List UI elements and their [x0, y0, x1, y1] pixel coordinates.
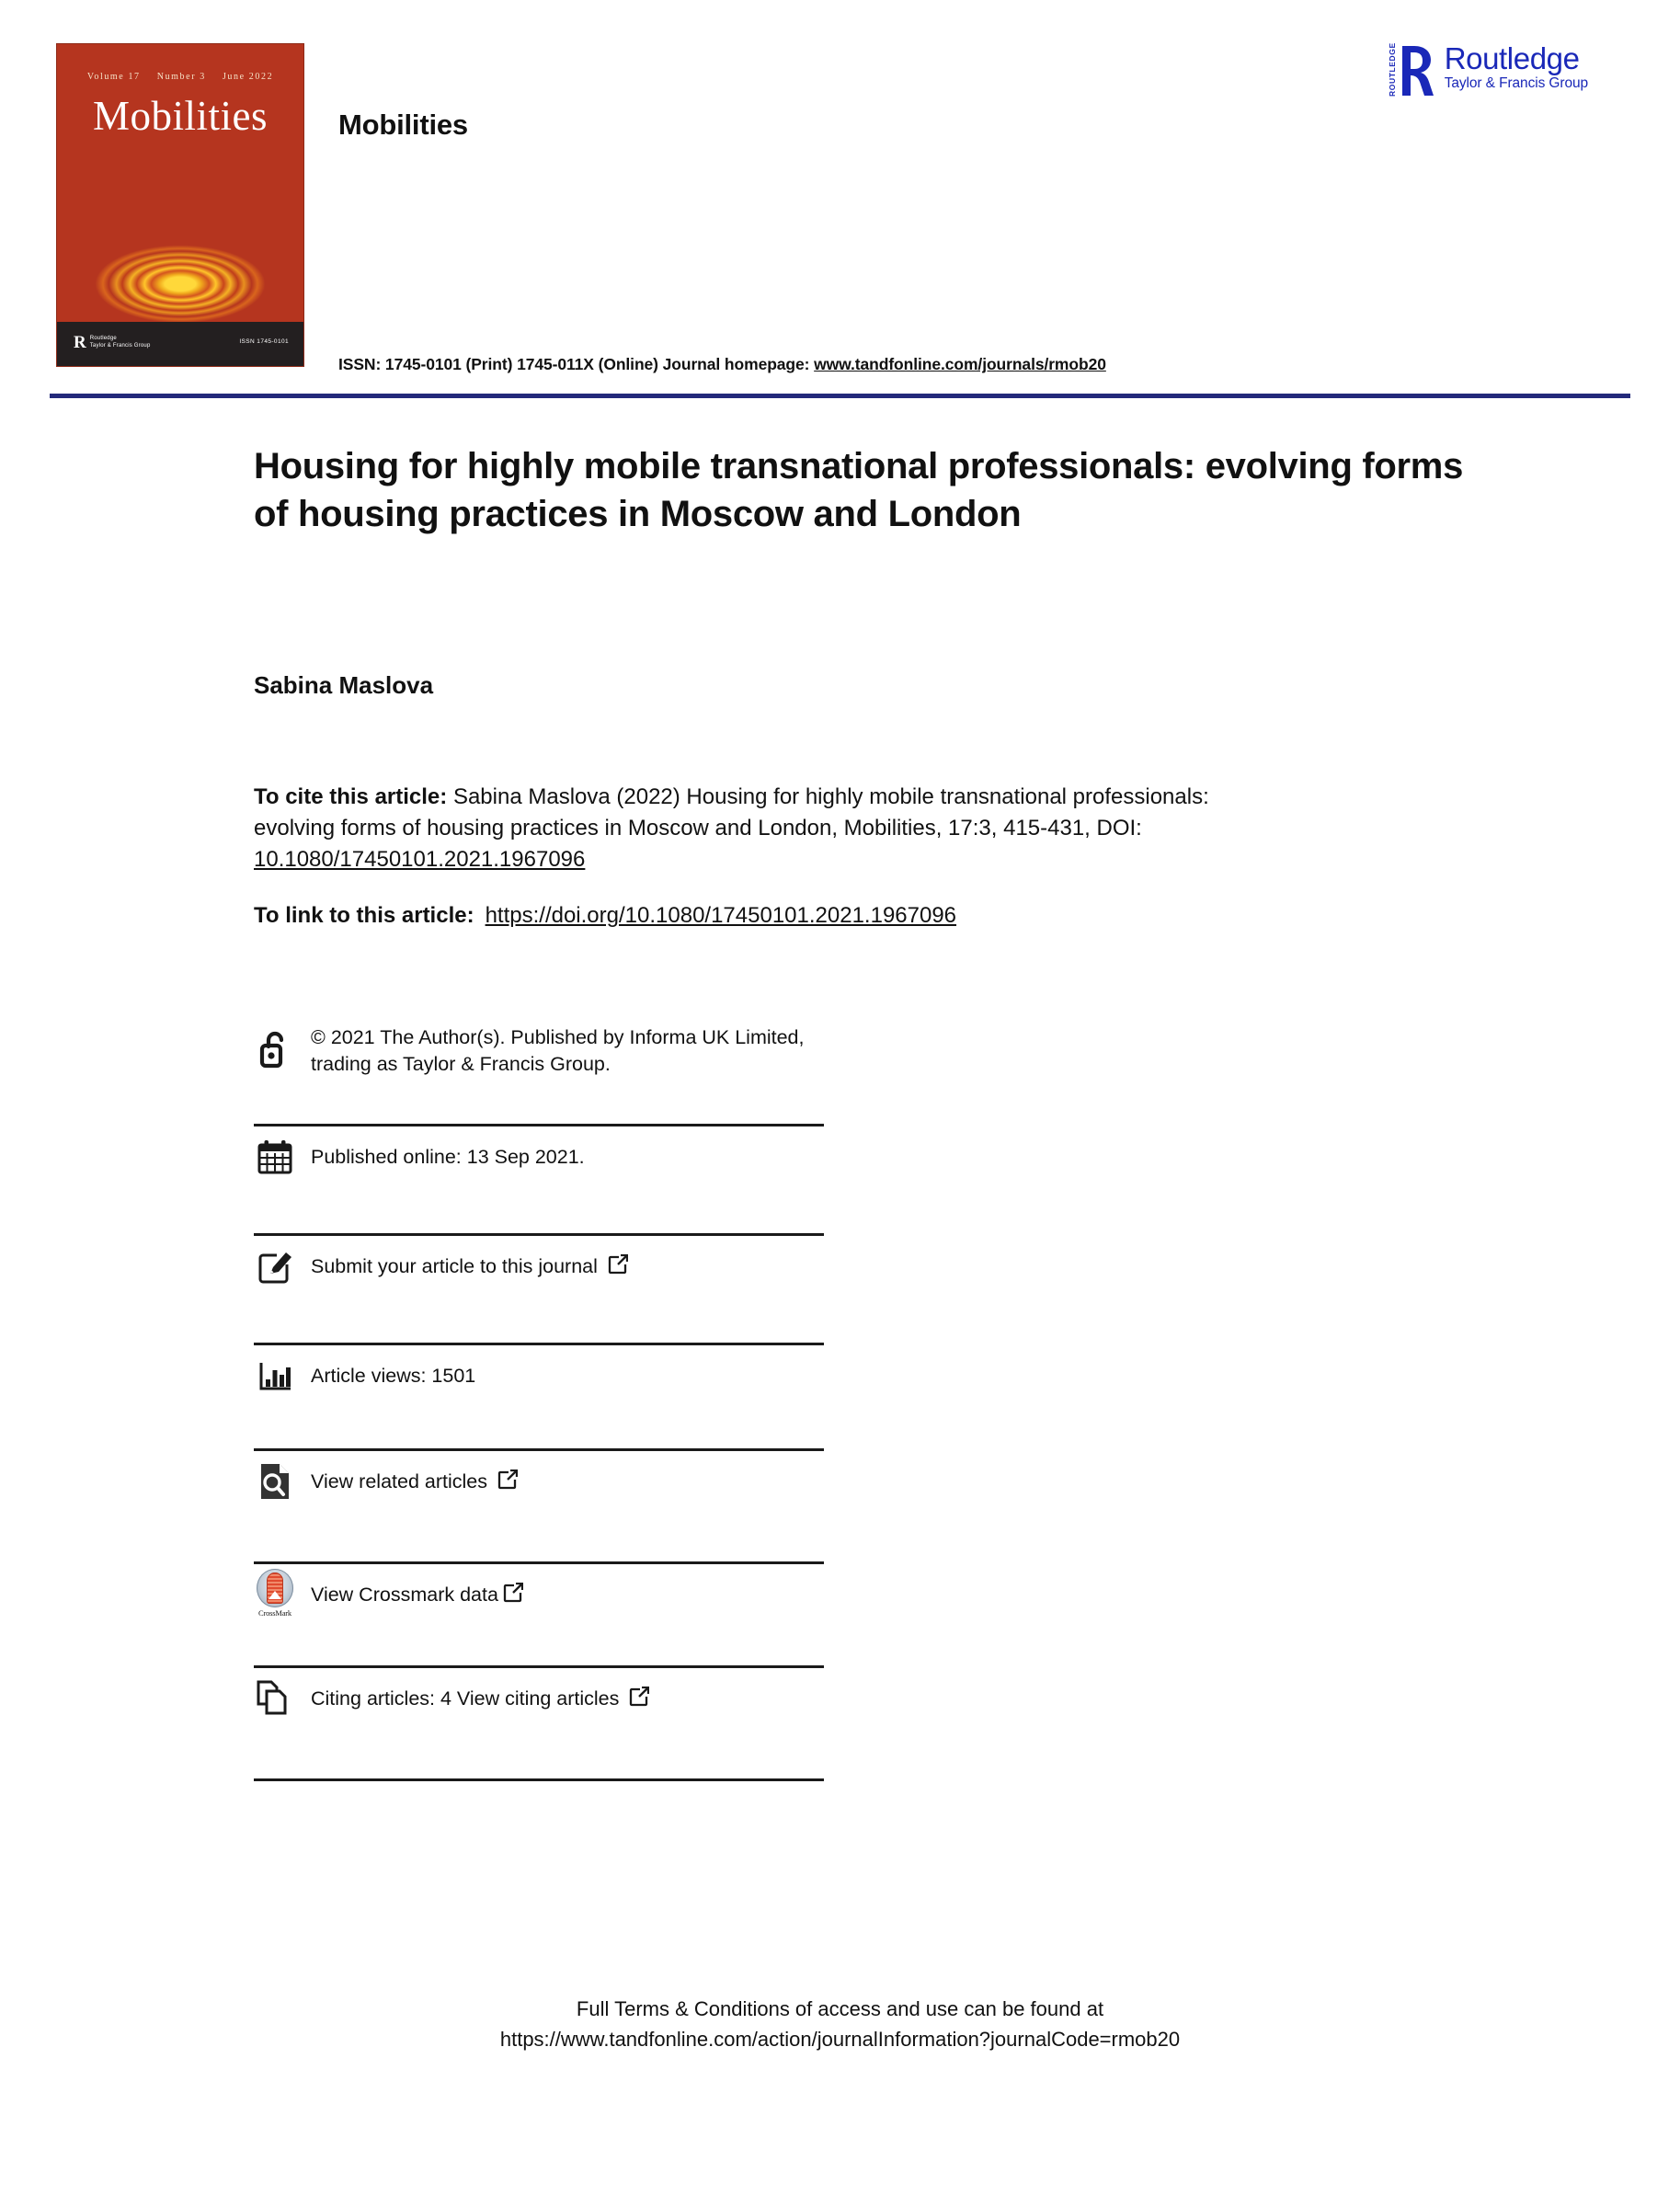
- cover-number: Number 3: [156, 72, 206, 82]
- crossmark-data-label: View Crossmark data: [311, 1584, 498, 1606]
- routledge-logo: [1388, 42, 1588, 99]
- cover-date: June 2022: [222, 72, 274, 82]
- crossmark-label: CrossMark: [258, 1608, 291, 1618]
- cover-footer-bar: [57, 322, 303, 366]
- metadata-row-crossmark[interactable]: [254, 1564, 824, 1668]
- document-search-icon: [254, 1460, 296, 1503]
- cover-routledge-r-icon: R: [74, 333, 86, 352]
- crossmark-icon: [251, 1569, 299, 1620]
- external-link-icon: [629, 1687, 649, 1714]
- submit-article-label: Submit your article to this journal: [311, 1255, 598, 1277]
- issn-line: [338, 355, 1106, 374]
- crossmark-chevron: [269, 1591, 281, 1599]
- routledge-r-icon: [1388, 42, 1439, 99]
- open-access-text: © 2021 The Author(s). Published by Informa UK Limited, trading as Taylor & Francis Group.: [311, 1026, 805, 1075]
- link-to-article-block: [254, 903, 956, 929]
- cover-publisher-subtitle: Taylor & Francis Group: [89, 342, 151, 349]
- citation-block: [254, 782, 1284, 875]
- cover-routledge-logo: [74, 334, 151, 351]
- crossmark-icon-wrap: [254, 1573, 296, 1616]
- related-articles-label: View related articles: [311, 1470, 487, 1492]
- citing-articles-text: [311, 1677, 649, 1714]
- external-link-icon: [503, 1583, 523, 1610]
- open-access-lock-icon: [254, 1024, 296, 1070]
- routledge-wordmark: [1444, 41, 1588, 92]
- link-label: To link to this article:: [254, 903, 474, 928]
- submit-article-text: [311, 1245, 628, 1282]
- cite-text: Sabina Maslova (2022) Housing for highly mobile transnational professionals: evolving forms of housing practices in Moscow and London, Mobilities, 17:3, 415-431, DOI:: [254, 784, 1209, 841]
- cover-volume: Volume 17: [86, 72, 141, 82]
- metadata-row-related-articles[interactable]: [254, 1451, 824, 1564]
- citing-documents-icon: [254, 1677, 296, 1720]
- journal-cover-image: [57, 44, 303, 366]
- page-header: [0, 0, 1680, 405]
- routledge-vertical-text: ROUTLEDGE: [1387, 42, 1397, 97]
- cover-volume-line: [57, 72, 303, 82]
- external-link-icon: [497, 1469, 518, 1497]
- cover-publisher-name: Routledge: [89, 336, 117, 341]
- cover-ripple-graphic: [57, 44, 303, 337]
- metadata-row-published: [254, 1126, 824, 1236]
- article-doi-url[interactable]: https://doi.org/10.1080/17450101.2021.1967096: [485, 903, 957, 928]
- issn-label: ISSN: 1745-0101 (Print) 1745-011X (Online) Journal homepage:: [338, 355, 810, 373]
- bar-chart-icon: [254, 1355, 296, 1397]
- article-metadata-list: [254, 1012, 824, 1781]
- metadata-row-open-access: [254, 1012, 824, 1126]
- article-author: Sabina Maslova: [254, 671, 434, 699]
- cover-journal-title: Mobilities: [92, 93, 268, 139]
- article-title: Housing for highly mobile transnational professionals: evolving forms of housing practices in Moscow and London: [254, 446, 1464, 534]
- cite-doi-link[interactable]: 10.1080/17450101.2021.1967096: [254, 847, 586, 873]
- cite-label: To cite this article:: [254, 784, 448, 809]
- metadata-row-citing-articles[interactable]: [254, 1668, 824, 1781]
- published-online-text: Published online: 13 Sep 2021.: [311, 1146, 585, 1168]
- routledge-name: Routledge: [1444, 41, 1580, 75]
- calendar-icon: [254, 1136, 296, 1178]
- header-divider: [50, 394, 1630, 398]
- metadata-row-submit-article[interactable]: [254, 1236, 824, 1345]
- journal-title: Mobilities: [338, 109, 468, 141]
- journal-homepage-link[interactable]: www.tandfonline.com/journals/rmob20: [814, 355, 1106, 373]
- footer-terms-line: Full Terms & Conditions of access and use can be found at: [576, 1997, 1104, 2020]
- page-footer: [0, 1994, 1680, 2054]
- article-views-text: Article views: 1501: [311, 1365, 476, 1387]
- crossmark-text: [311, 1573, 523, 1610]
- external-link-icon: [608, 1254, 628, 1282]
- metadata-row-article-views: [254, 1345, 824, 1451]
- related-articles-text: [311, 1460, 518, 1497]
- footer-terms-url[interactable]: https://www.tandfonline.com/action/journalInformation?journalCode=rmob20: [499, 2028, 1181, 2051]
- cover-issn: ISSN 1745-0101: [239, 338, 289, 345]
- pencil-edit-icon: [254, 1245, 296, 1287]
- citing-articles-label: Citing articles: 4 View citing articles: [311, 1687, 620, 1710]
- routledge-subtitle: Taylor & Francis Group: [1444, 75, 1588, 92]
